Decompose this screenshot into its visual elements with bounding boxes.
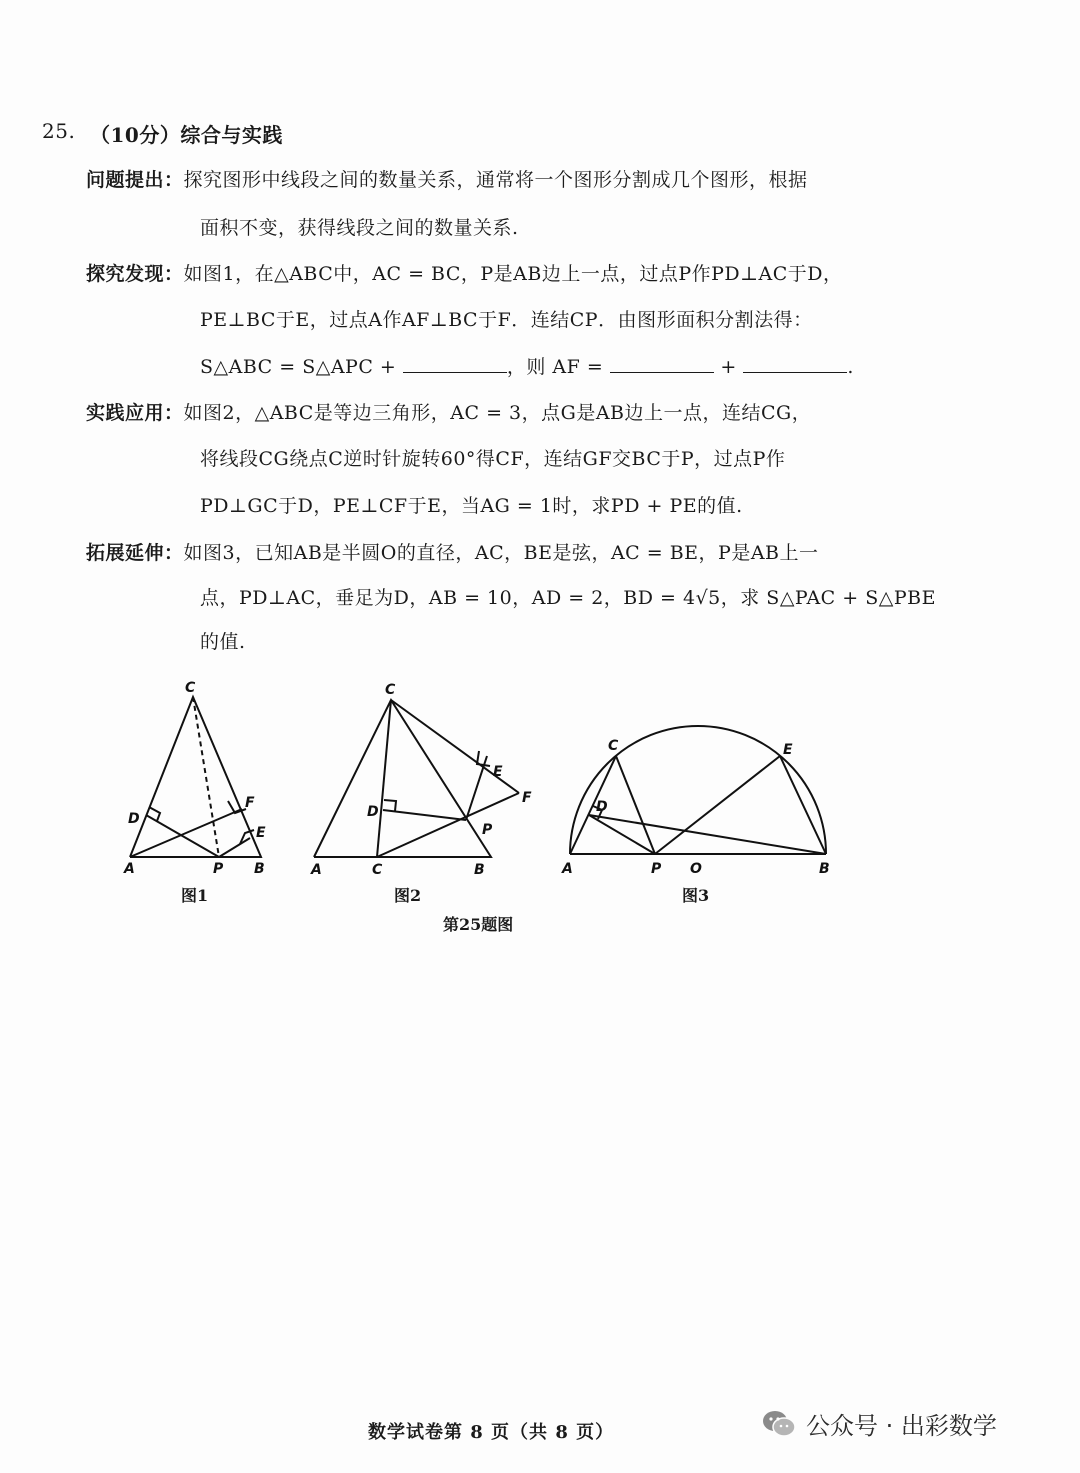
af-expression: ，则 AF = <box>506 356 604 378</box>
fig1-label-d: D <box>128 811 140 827</box>
fig1-segment-pd <box>146 815 219 857</box>
fig3-segment-pe <box>655 756 780 854</box>
fig1-label-c: C <box>185 680 196 696</box>
explore-line-3 <box>200 352 854 379</box>
fig1-label-f: F <box>245 795 255 811</box>
period: . <box>847 356 854 378</box>
figure-1 <box>130 697 261 857</box>
fig3-label-e: E <box>783 742 793 758</box>
fig3-label-c: C <box>608 738 619 754</box>
fig3-label-p: P <box>651 861 662 877</box>
page-footer: 数学试卷第 8 页（共 8 页） <box>368 1422 615 1443</box>
extend-line-1 <box>86 538 819 565</box>
figures-svg <box>0 670 1080 970</box>
fig1-label-e: E <box>256 825 266 841</box>
explore-text-1: 如图1，在△ABC中，AC = BC，P是AB边上一点，过点P作PD⊥AC于D， <box>183 263 843 285</box>
problem-label: 问题提出： <box>86 169 184 191</box>
fig2-label-e: E <box>493 764 503 780</box>
practice-text-1: 如图2，△ABC是等边三角形，AC = 3，点G是AB边上一点，连结CG， <box>183 402 812 424</box>
extend-line-3: 的值. <box>200 631 246 653</box>
fig1-label-b: B <box>254 861 265 877</box>
extend-label: 拓展延伸： <box>86 542 184 564</box>
fig2-segment-pd <box>383 810 466 820</box>
fig3-label-o: O <box>690 861 702 877</box>
fig3-chord-ac <box>570 756 616 854</box>
fig3-segment-bd <box>589 815 826 854</box>
figure-group-caption: 第25题图 <box>443 915 514 934</box>
fig2-label-c-top: C <box>385 682 396 698</box>
fig2-label-p: P <box>482 822 493 838</box>
fig1-triangle-abc <box>130 697 261 857</box>
explore-label: 探究发现： <box>86 263 184 285</box>
practice-line-3: PD⊥GC于D，PE⊥CF于E，当AG = 1时，求PD + PE的值. <box>200 495 743 517</box>
fig2-label-f: F <box>522 790 532 806</box>
extend-text-1: 如图3，已知AB是半圆O的直径，AC，BE是弦，AC = BE，P是AB上一 <box>183 542 819 564</box>
answer-blank-2[interactable] <box>610 354 714 373</box>
watermark-text: 公众号 · 出彩数学 <box>806 1412 997 1440</box>
problem-line-2: 面积不变，获得线段之间的数量关系. <box>200 217 519 239</box>
practice-line-1 <box>86 398 811 425</box>
fig3-caption: 图3 <box>682 886 710 905</box>
fig1-caption: 图1 <box>181 886 209 905</box>
fig1-label-a: A <box>124 861 135 877</box>
fig3-label-a: A <box>562 861 573 877</box>
area-expression: S△ABC = S△APC + <box>200 356 397 378</box>
explore-line-1 <box>86 259 843 286</box>
wechat-icon <box>762 1409 796 1439</box>
problem-line-1 <box>86 165 808 192</box>
practice-label: 实践应用： <box>86 402 184 424</box>
fig2-triangle-abc <box>314 700 491 857</box>
fig1-segment-cp <box>193 697 219 857</box>
fig3-chord-be <box>780 756 826 854</box>
fig2-caption: 图2 <box>394 886 422 905</box>
answer-blank-1[interactable] <box>403 354 507 373</box>
fig3-segment-pc <box>616 756 655 854</box>
question-number: 25. <box>42 119 76 143</box>
fig3-label-b: B <box>819 861 830 877</box>
fig2-label-c-base: C <box>372 862 383 878</box>
extend-line-2: 点，PD⊥AC，垂足为D，AB = 10，AD = 2，BD = 4√5，求 S△PAC + S△PBE <box>200 587 936 609</box>
watermark <box>762 1406 997 1441</box>
fig2-segment-gf <box>377 793 519 857</box>
fig1-segment-pe <box>219 838 250 857</box>
practice-line-2: 将线段CG绕点C逆时针旋转60°得CF，连结GF交BC于P，过点P作 <box>200 448 786 470</box>
fig2-label-b: B <box>474 862 485 878</box>
plus-sign: + <box>720 356 737 378</box>
question-heading: （10分）综合与实践 <box>90 123 283 147</box>
fig2-label-a: A <box>311 862 322 878</box>
fig3-label-d: D <box>596 799 608 815</box>
fig2-label-d: D <box>367 804 379 820</box>
fig1-label-p: P <box>213 861 224 877</box>
explore-line-2: PE⊥BC于E，过点A作AF⊥BC于F．连结CP．由图形面积分割法得： <box>200 309 813 331</box>
problem-text-1: 探究图形中线段之间的数量关系，通常将一个图形分割成几个图形，根据 <box>183 169 808 191</box>
answer-blank-3[interactable] <box>743 354 847 373</box>
